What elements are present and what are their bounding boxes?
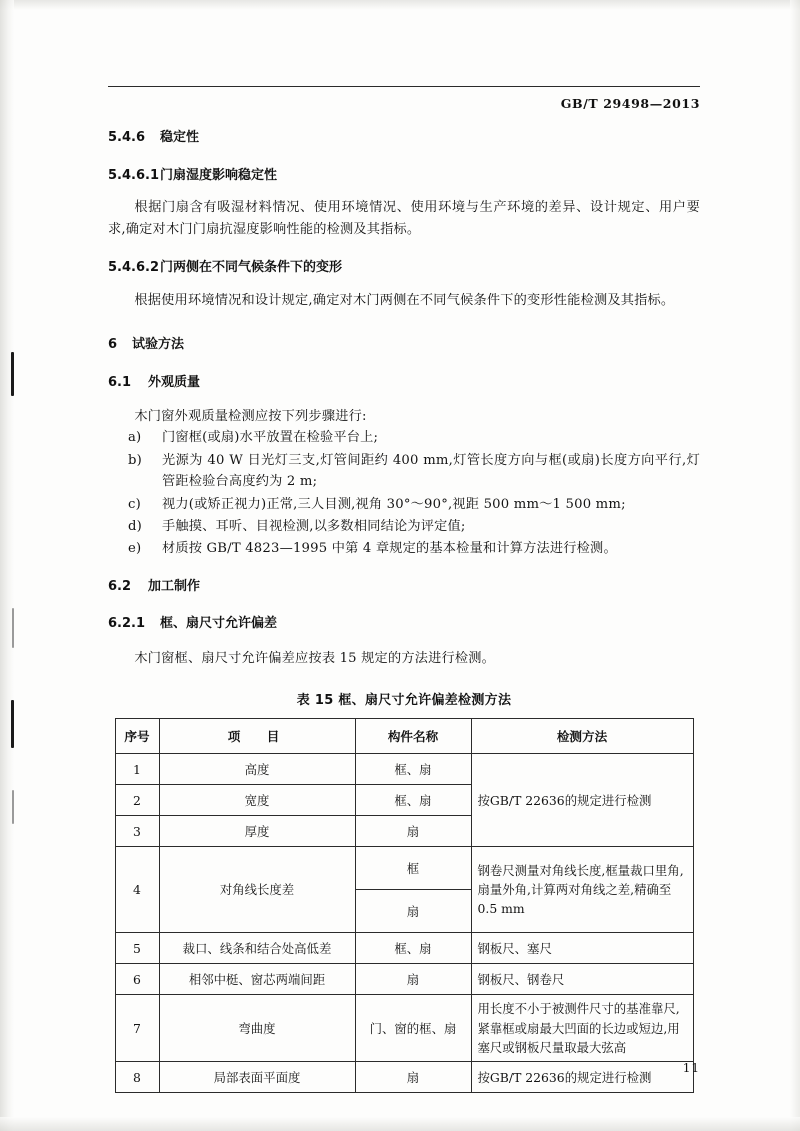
- cell-method: 用长度不小于被测件尺寸的基准靠尺,紧靠框或扇最大凹面的长边或短边,用塞尺或钢板尺量取最大弦高: [471, 995, 693, 1062]
- scan-edge-right: [790, 0, 800, 1131]
- list-marker: c): [128, 496, 141, 512]
- binding-mark: [11, 700, 14, 748]
- table-15-caption: 表 15 框、扇尺寸允许偏差检测方法: [296, 693, 512, 709]
- heading-5-4-6-1-number: 5.4.6.1: [108, 167, 159, 183]
- heading-5-4-6-title: 稳定性: [160, 130, 200, 145]
- list-item: [108, 538, 700, 559]
- list-marker: d): [128, 518, 142, 534]
- heading-5-4-6-2: [108, 260, 700, 276]
- binding-mark: [12, 608, 14, 648]
- list-item: [108, 450, 700, 493]
- document-body: [108, 130, 700, 1093]
- cell-method: 钢板尺、钢卷尺: [471, 964, 693, 995]
- table-row: [115, 964, 693, 995]
- cell-no: 5: [115, 933, 159, 964]
- list-item-text: 门窗框(或扇)水平放置在检验平台上;: [162, 430, 379, 446]
- scan-edge-bottom: [0, 1117, 800, 1131]
- column-header-no: 序号: [115, 719, 159, 754]
- list-marker: b): [128, 452, 142, 468]
- cell-method: 钢卷尺测量对角线长度,框量裁口里角,扇量外角,计算两对角线之差,精确至0.5 mm: [471, 847, 693, 933]
- heading-6-1-title: 外观质量: [148, 374, 201, 390]
- list-item-text: 材质按 GB/T 4823—1995 中第 4 章规定的基本检量和计算方法进行检测。: [162, 541, 617, 557]
- cell-part: 扇: [355, 964, 471, 995]
- table-row: [115, 754, 693, 785]
- heading-6-number: 6: [108, 336, 118, 352]
- page-number: 11: [682, 1061, 700, 1075]
- cell-no: 3: [115, 816, 159, 847]
- standard-number: GB/T 29498—2013: [560, 96, 700, 111]
- table-row: [115, 1062, 693, 1093]
- cell-item: 宽度: [159, 785, 355, 816]
- cell-no: 4: [115, 847, 159, 933]
- heading-5-4-6-1-title: 门扇湿度影响稳定性: [160, 167, 278, 183]
- heading-6-1-number: 6.1: [108, 374, 132, 390]
- heading-6-1: [108, 375, 700, 391]
- heading-6-2-1-title: 框、扇尺寸允许偏差: [160, 616, 278, 632]
- table-15: [115, 718, 694, 1093]
- heading-6-2-1-number: 6.2.1: [108, 616, 146, 632]
- heading-6-title: 试验方法: [132, 336, 185, 352]
- cell-part: 扇: [355, 1062, 471, 1093]
- cell-part: 门、窗的框、扇: [355, 995, 471, 1062]
- heading-6-2-number: 6.2: [108, 578, 132, 594]
- column-header-item: 项 目: [159, 719, 355, 754]
- paragraph-6-2-1: 木门窗框、扇尺寸允许偏差应按表 15 规定的方法进行检测。: [134, 650, 496, 666]
- cell-method: 钢板尺、塞尺: [471, 933, 693, 964]
- cell-no: 7: [115, 995, 159, 1062]
- list-item: [108, 516, 700, 537]
- cell-item: 弯曲度: [159, 995, 355, 1062]
- heading-5-4-6: [108, 130, 700, 146]
- cell-no: 2: [115, 785, 159, 816]
- table-row: [115, 933, 693, 964]
- table-row: [115, 995, 693, 1062]
- cell-part: 扇: [355, 890, 471, 933]
- cell-part: 框: [355, 847, 471, 890]
- table-header-row: [115, 719, 693, 754]
- binding-mark: [12, 790, 14, 824]
- list-item: [108, 427, 700, 448]
- paragraph-6-1-lead: 木门窗外观质量检测应按下列步骤进行:: [134, 409, 367, 425]
- table-row: [115, 847, 693, 890]
- paragraph-5-4-6-1: 根据门扇含有吸湿材料情况、使用环境情况、使用环境与生产环境的差异、设计规定、用户要求,确定对木门门扇抗湿度影响性能的检测及其指标。: [108, 200, 700, 237]
- cell-part: 框、扇: [355, 933, 471, 964]
- binding-mark: [11, 352, 14, 396]
- paragraph-5-4-6-2: 根据使用环境情况和设计规定,确定对木门两侧在不同气候条件下的变形性能检测及其指标。: [134, 292, 675, 308]
- cell-item: 局部表面平面度: [159, 1062, 355, 1093]
- column-header-part: 构件名称: [355, 719, 471, 754]
- column-header-method: 检测方法: [471, 719, 693, 754]
- list-marker: a): [128, 430, 142, 446]
- cell-method: 按GB/T 22636的规定进行检测: [471, 1062, 693, 1093]
- cell-item: 对角线长度差: [159, 847, 355, 933]
- heading-5-4-6-2-number: 5.4.6.2: [108, 259, 159, 275]
- header-rule: [108, 86, 700, 87]
- list-item-text: 视力(或矫正视力)正常,三人目测,视角 30°～90°,视距 500 mm～1 500 mm;: [162, 496, 626, 512]
- scan-edge-left: [0, 0, 14, 1131]
- cell-part: 扇: [355, 816, 471, 847]
- cell-part: 框、扇: [355, 754, 471, 785]
- scan-edge-top: [0, 0, 800, 10]
- cell-item: 厚度: [159, 816, 355, 847]
- heading-6-2-title: 加工制作: [148, 578, 201, 594]
- cell-no: 1: [115, 754, 159, 785]
- list-item: [108, 494, 700, 515]
- cell-no: 8: [115, 1062, 159, 1093]
- cell-no: 6: [115, 964, 159, 995]
- list-marker: e): [128, 541, 142, 557]
- cell-item: 高度: [159, 754, 355, 785]
- heading-5-4-6-1: [108, 168, 700, 184]
- cell-part: 框、扇: [355, 785, 471, 816]
- heading-5-4-6-2-title: 门两侧在不同气候条件下的变形: [160, 259, 343, 275]
- cell-method: 按GB/T 22636的规定进行检测: [471, 754, 693, 847]
- heading-5-4-6-number: 5.4.6: [108, 130, 146, 145]
- heading-6-2-1: [108, 616, 700, 632]
- cell-item: 相邻中梃、窗芯两端间距: [159, 964, 355, 995]
- cell-item: 裁口、线条和结合处高低差: [159, 933, 355, 964]
- heading-6: [108, 337, 700, 353]
- list-item-text: 手触摸、耳听、目视检测,以多数相同结论为评定值;: [162, 518, 466, 534]
- heading-6-2: [108, 579, 700, 595]
- list-item-text: 光源为 40 W 日光灯三支,灯管间距约 400 mm,灯管长度方向与框(或扇)长度方向平行,灯管距检验台高度约为 2 m;: [162, 452, 700, 490]
- list-6-1-steps: [108, 427, 700, 559]
